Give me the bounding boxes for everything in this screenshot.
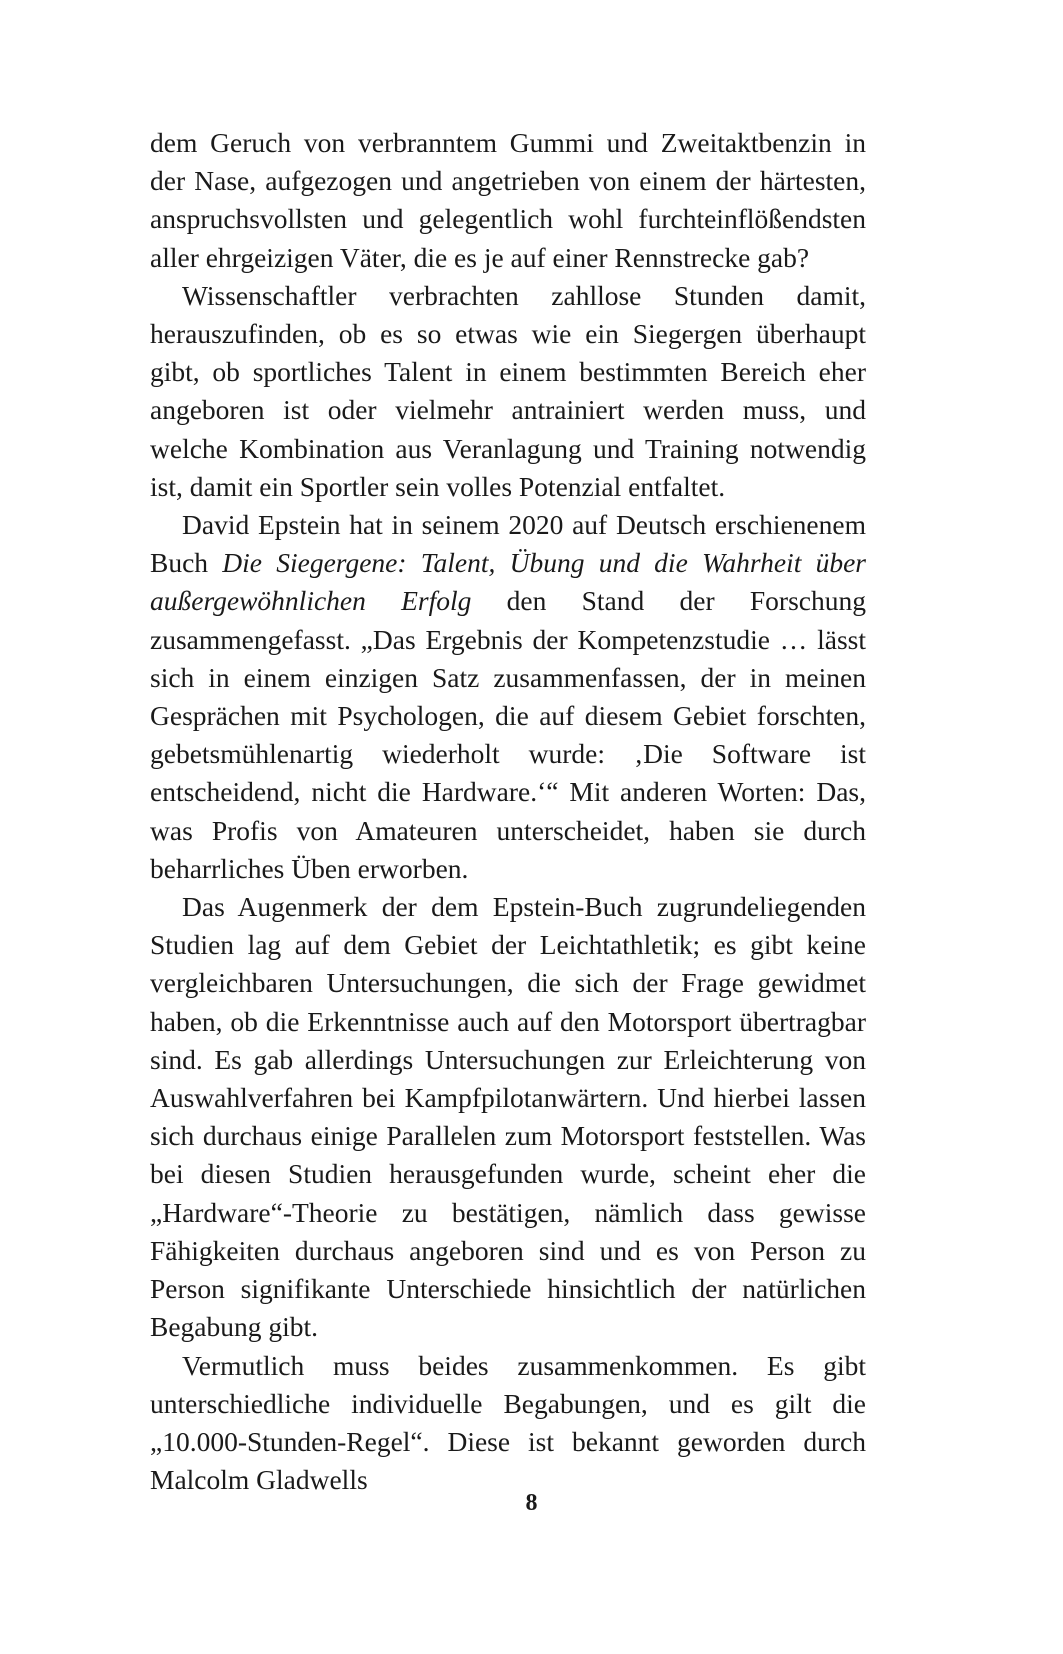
paragraph-scientists: Wissenschaftler verbrachten zahllose Stunden damit, herauszufinden, ob es so etwas wie ein Siegergen überhaupt gibt, ob sportliches Talent in einem bestimmten Bereich eher angeboren ist oder vielmehr antrainiert werden muss, und welche Kombination aus Veranlagung und Training notwendig ist, damit ein Sportler sein volles Potenzial entfaltet. <box>150 279 866 502</box>
paragraph-conclusion: Vermutlich muss beides zusammenkommen. Es gibt unterschiedliche individuelle Begabungen, und es gilt die „10.000-Stunden-Regel“. Diese ist bekannt geworden durch Malcolm Gladwells <box>150 1349 866 1496</box>
paragraph-continuation: dem Geruch von verbranntem Gummi und Zweitaktbenzin in der Nase, aufgezogen und angetrieben von einem der härtesten, anspruchsvollsten und gelegentlich wohl furchteinflößendsten aller ehrgeizigen Väter, die es je auf einer Rennstrecke gab? <box>150 127 866 273</box>
paragraph-epstein <box>150 506 866 888</box>
book-title: Die Siegergene: Talent, Übung und die Wahrheit über außergewöhnlichen Erfolg <box>150 547 866 617</box>
paragraph-studies: Das Augenmerk der dem Epstein-Buch zugrundeliegenden Studien lag auf dem Gebiet der Leichtathletik; es gibt keine vergleichbaren Untersuchungen, die sich der Frage gewidmet haben, ob die Erkenntnisse auch auf den Motorsport übertragbar sind. Es gab allerdings Untersuchungen zur Erleichterung von Auswahlverfahren bei Kampfpilotanwärtern. Und hierbei lassen sich durchaus einige Parallelen zum Motorsport feststellen. Was bei diesen Studien herausgefunden wurde, scheint eher die „Hardware“-Theorie zu bestätigen, nämlich dass gewisse Fähigkeiten durchaus angeboren sind und es von Person zu Person signifikante Unterschiede hinsichtlich der natürlichen Begabung gibt. <box>150 891 866 1343</box>
paragraph-epstein-rest: den Stand der Forschung zusammengefasst. „Das Ergebnis der Kompetenzstudie … lässt sich in einem einzigen Satz zusammenfassen, der in meinen Gesprächen mit Psychologen, die auf diesem Gebiet forschten, gebetsmühlenartig wiederholt wurde: ‚Die Software ist entscheidend, nicht die Hardware.‘“ Mit anderen Worten: Das, was Profis von Amateuren unterscheidet, haben sie durch beharrliches Üben erworben. <box>150 585 866 884</box>
page-number: 8 <box>525 1490 538 1516</box>
paragraph-epstein-intro: David Epstein hat in seinem 2020 auf Deutsch erschienenem Buch <box>150 509 866 579</box>
body-text <box>150 124 866 1499</box>
